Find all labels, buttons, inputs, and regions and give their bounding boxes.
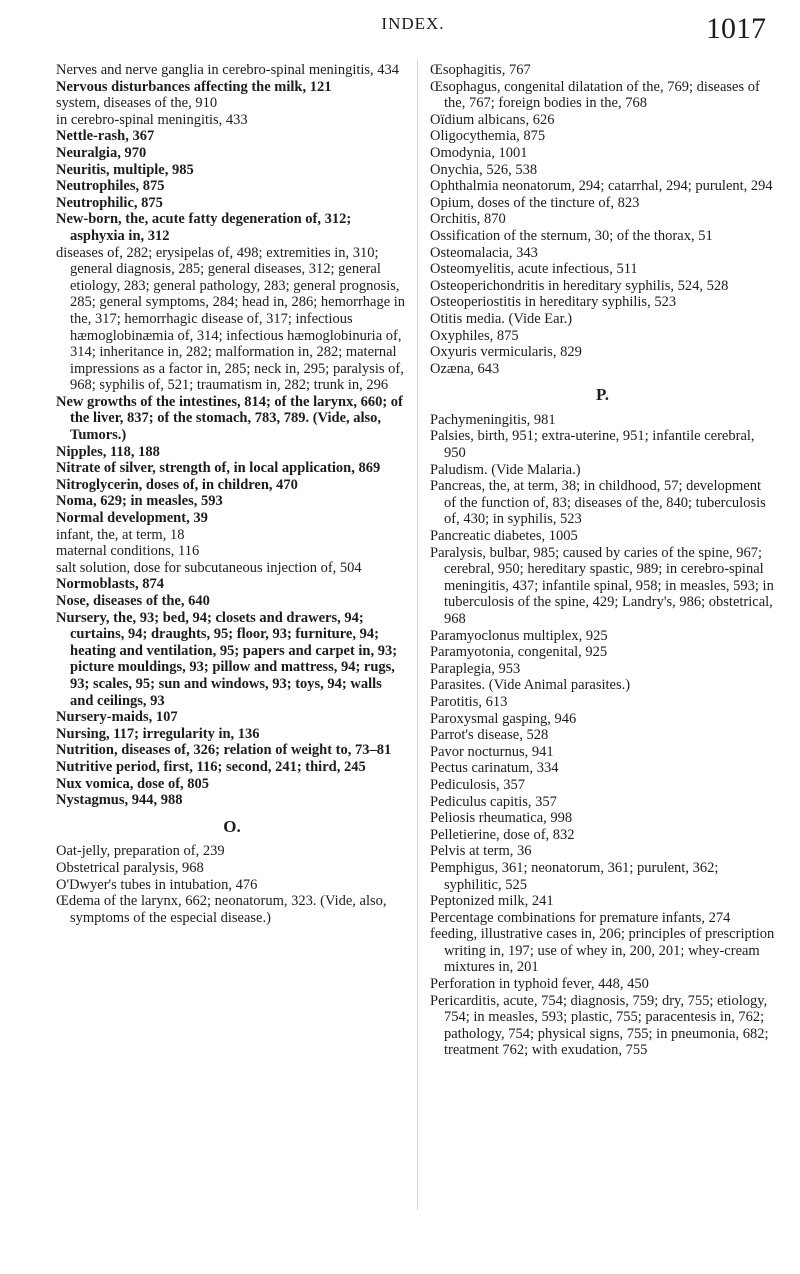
index-entry: Peliosis rheumatica, 998 <box>430 810 573 827</box>
index-entry: Œsophagitis, 767 <box>430 62 531 78</box>
index-entry: Ophthalmia neonatorum, 294; catarrhal, 294; purulent, 294 <box>430 178 773 195</box>
index-entry: Nipples, 118, 188 <box>56 443 160 460</box>
index-entry: Pancreas, the, at term, 38; in childhood, 57; development of the function of, 83; diseases of the, 840; tuberculosis of, 430; in syphilis, 523 <box>430 478 766 528</box>
index-entry: infant, the, at term, 18 <box>56 526 185 543</box>
index-entry: Nutritive period, first, 116; second, 241; third, 245 <box>56 758 366 775</box>
index-entry: Nitroglycerin, doses of, in children, 470 <box>56 476 298 493</box>
index-entry: Pachymeningitis, 981 <box>430 411 556 428</box>
index-entry: Nose, diseases of the, 640 <box>56 593 210 609</box>
index-entry: Pelletierine, dose of, 832 <box>430 826 575 843</box>
index-entry: Pemphigus, 361; neonatorum, 361; purulent, 362; syphilitic, 525 <box>430 859 719 893</box>
index-entry: Œdema of the larynx, 662; neonatorum, 323. (Vide, also, symptoms of the especial disease.) <box>56 893 387 926</box>
index-entry: Paramyotonia, congenital, 925 <box>430 644 608 661</box>
index-entry: Neutrophilic, 875 <box>56 194 163 211</box>
index-entry: diseases of, 282; erysipelas of, 498; extremities in, 310; general diagnosis, 285; general diseases, 312; general etiology, 283; general pathology, 283; general prognosis, 285; general symptoms, 284; head in, 286; hemorrhage in the, 317; hemorrhagic disease of, 317; infectious hæmoglobinæmia of, 314; infectious hæmoglobinuria of, 314; inheritance in, 282; malformation in, 282; maternal impressions as a factor in, 285; neck in, 295; paralysis of, 968; syphilis of, 521; traumatism in, 282; trunk in, 296 <box>56 244 406 394</box>
index-entry: Nerves and nerve ganglia in cerebro-spinal meningitis, 434 <box>56 62 400 78</box>
index-entry: Noma, 629; in measles, 593 <box>56 493 223 510</box>
index-entry: Nursing, 117; irregularity in, 136 <box>56 725 260 742</box>
index-entry: Ossification of the sternum, 30; of the thorax, 51 <box>430 227 713 244</box>
index-entry: Obstetrical paralysis, 968 <box>56 859 204 876</box>
index-entry: New-born, the, acute fatty degeneration of, 312; asphyxia in, 312 <box>56 211 352 244</box>
index-entry: Omodynia, 1001 <box>430 144 528 161</box>
index-entry: Osteomyelitis, acute infectious, 511 <box>430 261 638 278</box>
page-number: 1017 <box>706 12 766 45</box>
index-entry: Orchitis, 870 <box>430 211 506 228</box>
index-entry: Paroxysmal gasping, 946 <box>430 710 577 727</box>
index-entry: feeding, illustrative cases in, 206; principles of prescription writing in, 197; use of whey in, 200, 201; whey-cream mixtures in, 201 <box>430 926 775 976</box>
index-entry: O'Dwyer's tubes in intubation, 476 <box>56 876 258 893</box>
index-entry: Pericarditis, acute, 754; diagnosis, 759; dry, 755; etiology, 754; in measles, 593; plastic, 755; paracentesis in, 762; pathology, 754; physical signs, 755; in pneumonia, 682; treatment 762; with exudation, 755 <box>430 992 769 1059</box>
index-entry: Paramyoclonus multiplex, 925 <box>430 627 608 644</box>
right-column <box>430 62 775 1059</box>
index-entry: in cerebro-spinal meningitis, 433 <box>56 111 248 128</box>
index-entry: salt solution, dose for subcutaneous injection of, 504 <box>56 559 362 576</box>
index-entry: Nettle-rash, 367 <box>56 128 155 145</box>
index-entry: Oat-jelly, preparation of, 239 <box>56 843 225 860</box>
index-entry: system, diseases of the, 910 <box>56 95 218 112</box>
index-entry: Pancreatic diabetes, 1005 <box>430 528 578 545</box>
index-entry: Nystagmus, 944, 988 <box>56 792 183 809</box>
index-entry: Ozæna, 643 <box>430 360 500 377</box>
page-header <box>56 14 770 54</box>
index-entry: Palsies, birth, 951; extra-uterine, 951; infantile cerebral, 950 <box>430 428 755 462</box>
index-entry: Osteoperiostitis in hereditary syphilis, 523 <box>430 294 677 311</box>
index-entry: Peptonized milk, 241 <box>430 893 554 910</box>
index-entry: Pediculus capitis, 357 <box>430 793 557 810</box>
index-entry: Oïdium albicans, 626 <box>430 111 555 128</box>
index-entry: Parrot's disease, 528 <box>430 727 549 744</box>
index-entry: Neuritis, multiple, 985 <box>56 161 194 178</box>
index-entry: Oxyuris vermicularis, 829 <box>430 344 582 361</box>
index-entry: Nursery, the, 93; bed, 94; closets and drawers, 94; curtains, 94; draughts, 95; floor, 93; furniture, 94; heating and ventilation, 95; papers and carpet in, 93; picture mouldings, 93; pillow and mattress, 94; rugs, 93; scales, 95; sun and windows, 93; toys, 94; walls and ceilings, 93 <box>56 609 398 709</box>
index-entry: Pediculosis, 357 <box>430 776 526 793</box>
index-entry: Parasites. (Vide Animal parasites.) <box>430 677 631 694</box>
index-entry: Oligocythemia, 875 <box>430 128 546 145</box>
index-entry: New growths of the intestines, 814; of the larynx, 660; of the liver, 837; of the stomach, 783, 789. (Vide, also, Tumors.) <box>56 393 403 444</box>
index-entry: Otitis media. (Vide Ear.) <box>430 310 573 327</box>
index-entry: Percentage combinations for premature infants, 274 <box>430 909 731 926</box>
index-entry: maternal conditions, 116 <box>56 543 200 560</box>
index-entry: Nursery-maids, 107 <box>56 709 178 726</box>
index-entry: Perforation in typhoid fever, 448, 450 <box>430 976 649 993</box>
index-entry: Pavor nocturnus, 941 <box>430 743 554 760</box>
column-divider <box>417 60 418 1210</box>
index-entry: Nux vomica, dose of, 805 <box>56 775 210 792</box>
index-entry: Opium, doses of the tincture of, 823 <box>430 194 640 211</box>
index-entry: Neuralgia, 970 <box>56 144 147 161</box>
index-entry: Pectus carinatum, 334 <box>430 760 559 777</box>
left-column <box>56 62 408 926</box>
index-entry: Osteomalacia, 343 <box>430 244 538 261</box>
section-letter: P. <box>595 385 610 405</box>
index-entry: Parotitis, 613 <box>430 693 508 710</box>
index-entry: Paralysis, bulbar, 985; caused by caries of the spine, 967; cerebral, 950; hereditary spastic, 989; in cerebro-spinal meningitis, 437; infantile spinal, 958; in measles, 593; in tuberculosis of the spine, 429; Landry's, 986; obstetrical, 968 <box>430 544 774 627</box>
index-entry: Neutrophiles, 875 <box>56 178 165 195</box>
index-entry: Osteoperichondritis in hereditary syphilis, 524, 528 <box>430 277 729 294</box>
index-entry: Nutrition, diseases of, 326; relation of weight to, 73–81 <box>56 742 392 759</box>
index-entry: Nitrate of silver, strength of, in local application, 869 <box>56 460 381 477</box>
index-entry: Nervous disturbances affecting the milk, 121 <box>56 78 332 95</box>
index-entry: Normoblasts, 874 <box>56 576 164 593</box>
index-entry: Onychia, 526, 538 <box>430 161 538 178</box>
section-letter: O. <box>223 816 241 836</box>
index-entry: Normal development, 39 <box>56 510 208 527</box>
index-entry: Paludism. (Vide Malaria.) <box>430 461 581 478</box>
index-entry: Œsophagus, congenital dilatation of the, 769; diseases of the, 767; foreign bodies in the, 768 <box>430 78 760 112</box>
index-entry: Pelvis at term, 36 <box>430 843 532 860</box>
page-title: INDEX. <box>381 14 445 33</box>
index-entry: Oxyphiles, 875 <box>430 327 519 344</box>
index-entry: Paraplegia, 953 <box>430 660 521 677</box>
